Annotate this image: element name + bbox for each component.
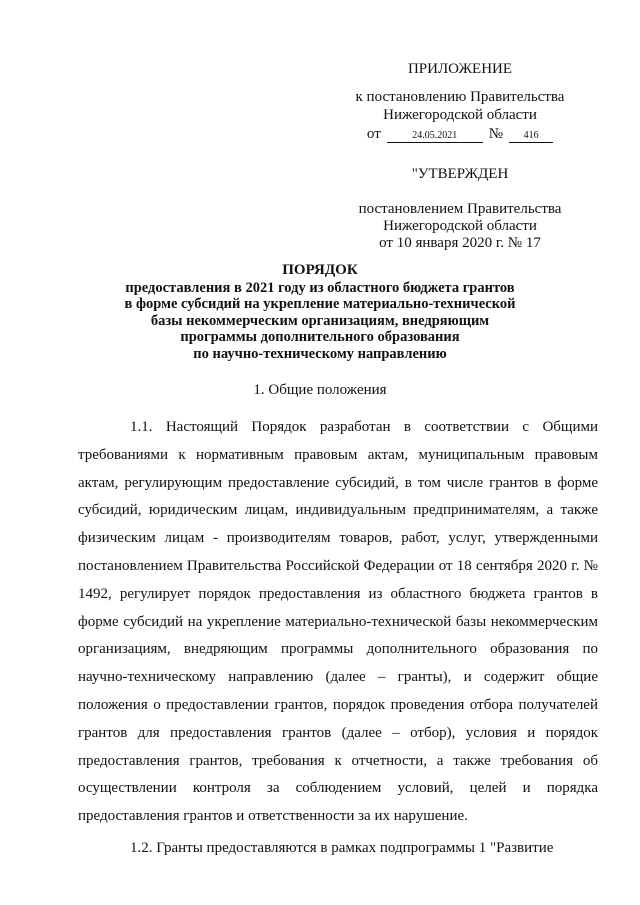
approved-head: "УТВЕРЖДЕН [411, 166, 509, 182]
resolution-date: 24.05.2021 [387, 130, 483, 143]
document-title [60, 262, 580, 362]
appendix-title: ПРИЛОЖЕНИЕ [407, 61, 513, 77]
approved-line-2: Нижегородской области [383, 218, 537, 234]
section-heading: 1. Общие положения [253, 382, 387, 398]
title-line: базы некоммерческим организациям, внедряющим [150, 312, 490, 329]
resolution-number: 416 [509, 130, 553, 143]
title-line: программы дополнительного образования [180, 329, 460, 345]
approved-line-1: постановлением Правительства [358, 201, 562, 217]
title-line: в форме субсидий на укрепление материально-технической [124, 296, 516, 312]
title-line: предоставления в 2021 году из областного бюджета грантов [125, 279, 515, 296]
appendix-line-2: Нижегородской области [383, 107, 537, 123]
paragraph-1-2: 1.2. Гранты предоставляются в рамках подпрограммы 1 "Развитие [130, 839, 554, 856]
appendix-reference-line [330, 125, 590, 143]
paragraph-1-1: 1.1. Настоящий Порядок разработан в соответствии с Общими требованиями к нормативным правовым актам, муниципальным правовым актам, регулирующим предоставление субсидий, в том числе грантов в форме субсидий, юридическим лицам, индивидуальным предпринимателям, а также физическим лицам - производителям товаров, работ, услуг, утвержденными постановлением Правительства Российской Федерации от 18 сентября 2020 г. № 1492, регулирует порядок предоставления из областного бюджета грантов в форме субсидий на укрепление материально-технической базы некоммерческим организациям, внедряющим программы дополнительного образования по научно-техническому направлению (далее – гранты), и содержит общие положения о предоставлении грантов, порядок проведения отбора получателей грантов для предоставления грантов (далее – отбор), условия и порядок предоставления грантов, требования к отчетности, а также требования об осуществлении контроля за соблюдением условий, целей и порядка предоставления грантов и ответственности за их нарушение. [78, 419, 598, 825]
approved-block [330, 166, 590, 252]
title-line: по научно-техническому направлению [193, 345, 447, 362]
body-text [78, 414, 598, 863]
number-sign: № [488, 126, 504, 142]
approved-line-3: от 10 января 2020 г. № 17 [379, 235, 541, 251]
title-main: ПОРЯДОК [282, 262, 358, 278]
appendix-block [330, 60, 590, 143]
from-label: от [366, 126, 381, 142]
appendix-line-1: к постановлению Правительства [355, 89, 565, 105]
